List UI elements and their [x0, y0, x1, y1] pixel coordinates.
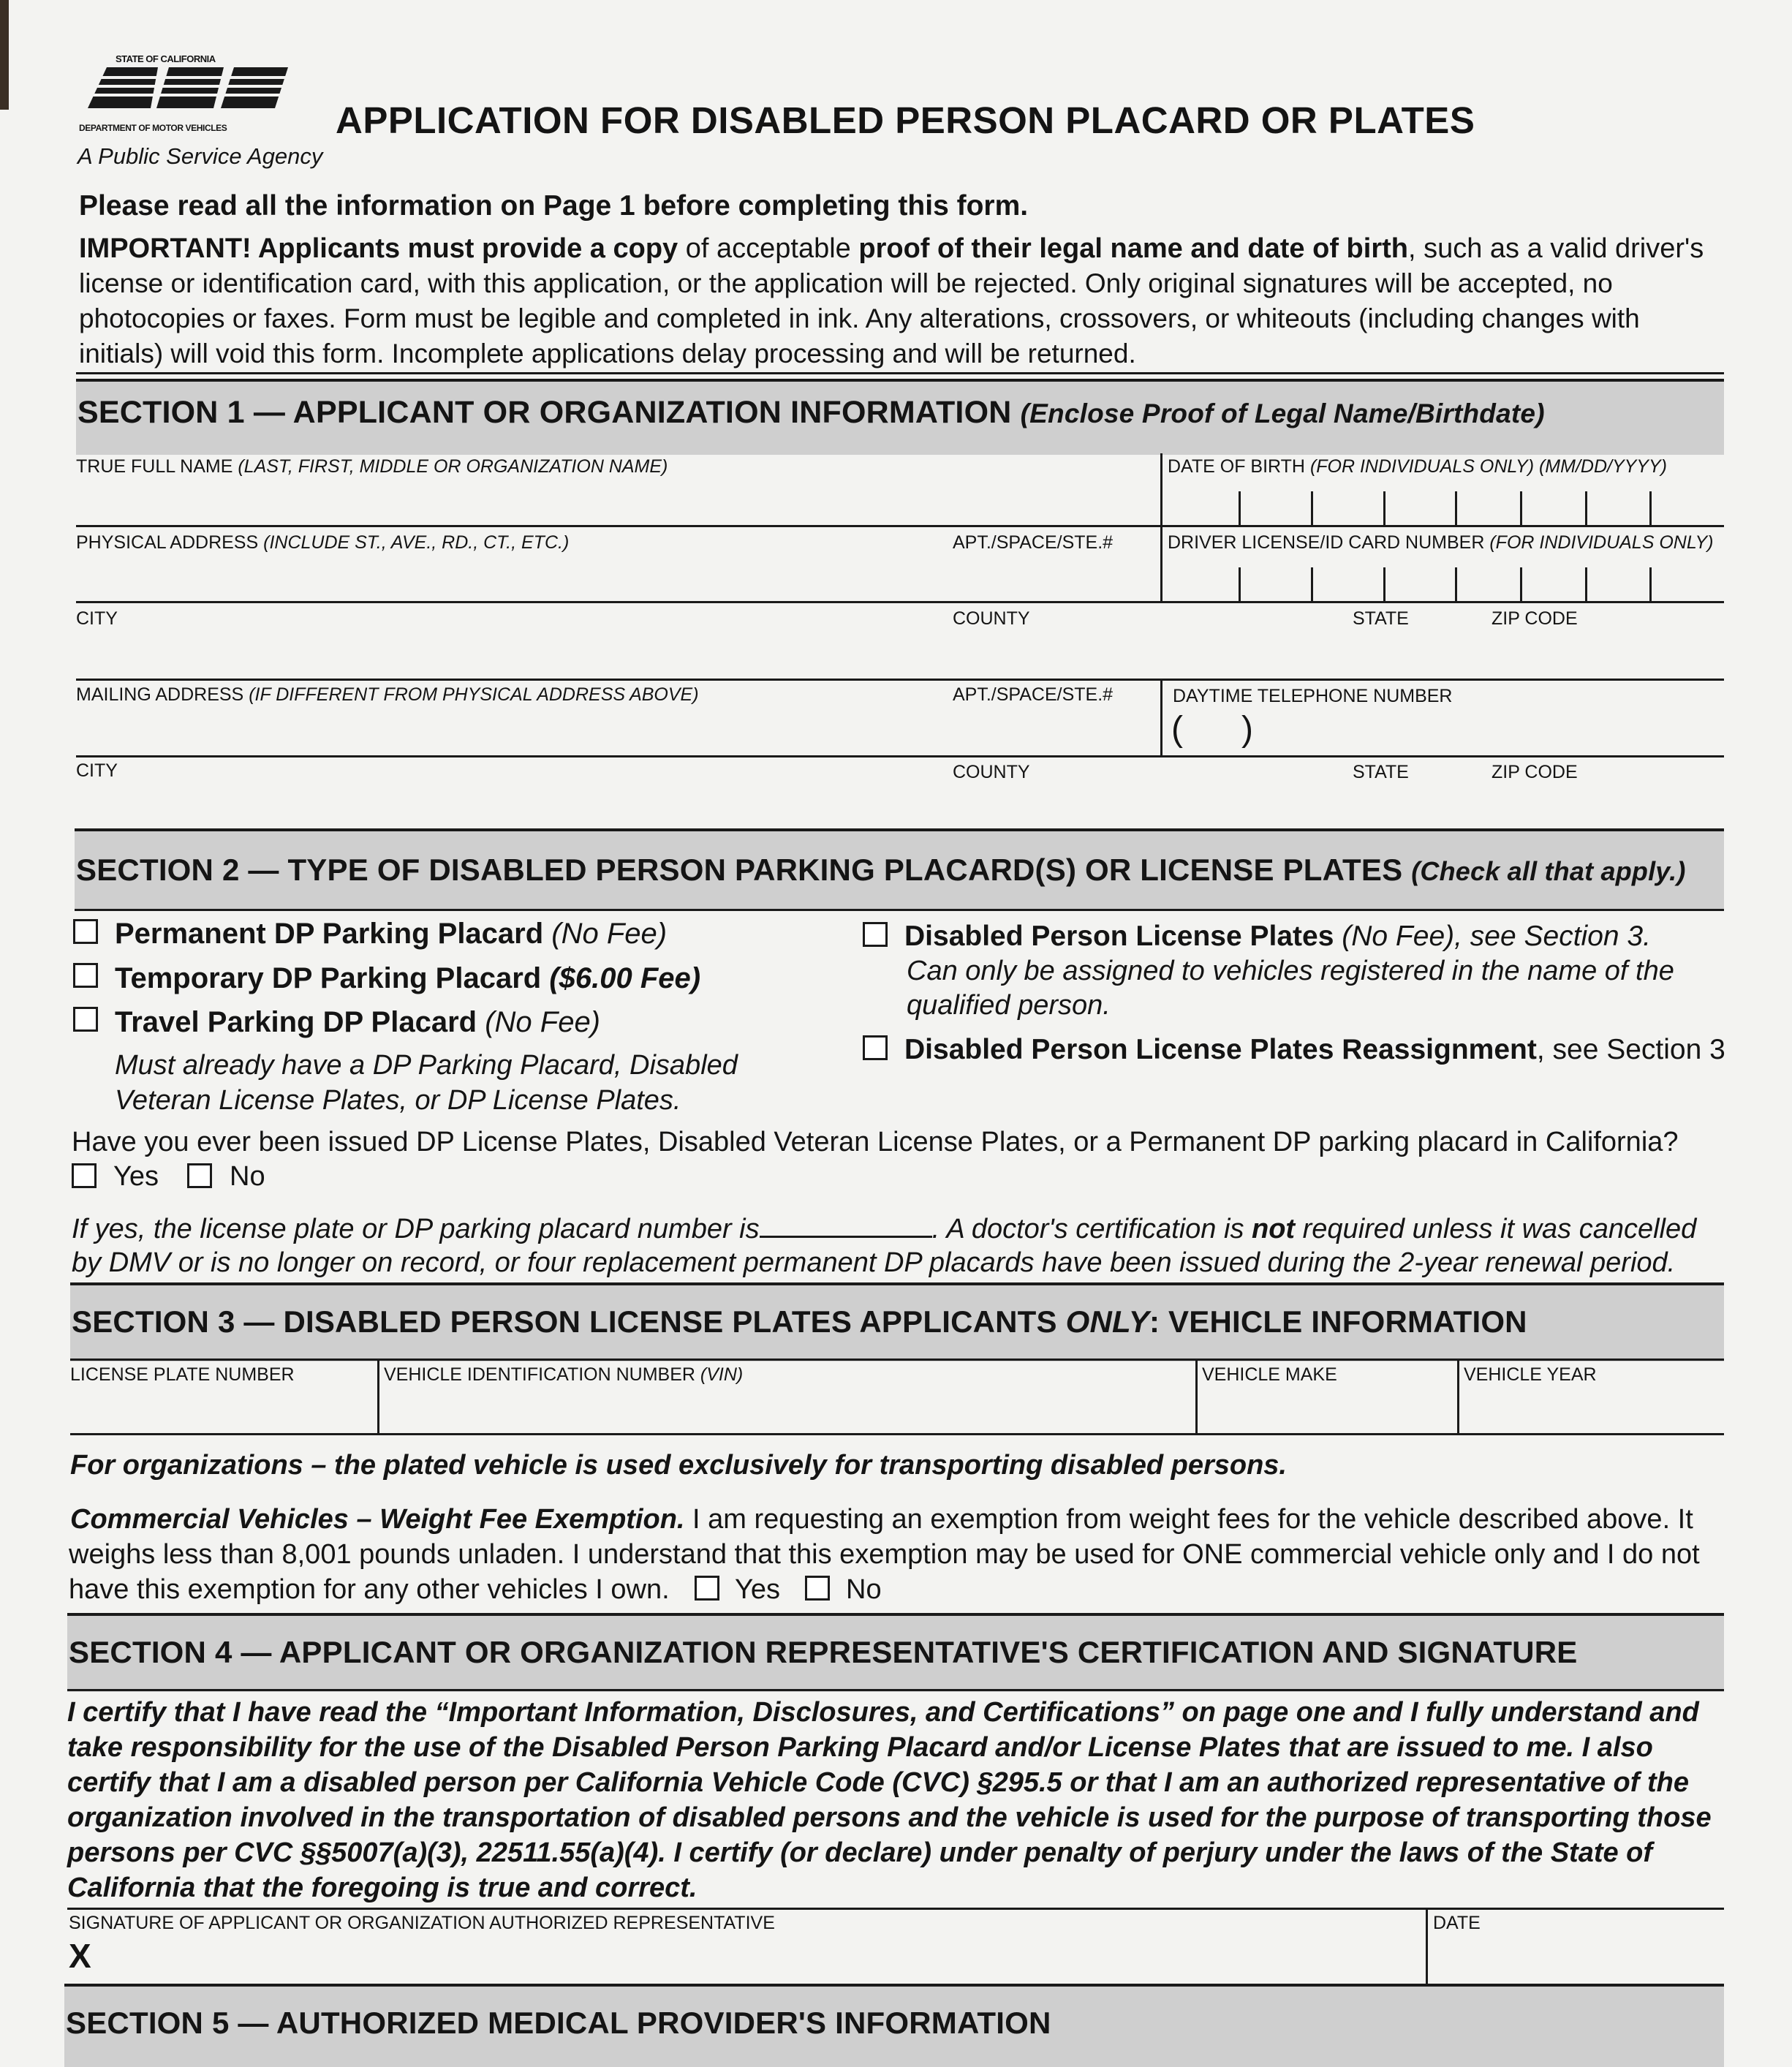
column-divider — [1426, 1908, 1428, 1985]
true-name-label — [76, 456, 668, 477]
commercial-line2: weighs less than 8,001 pounds unladen. I understand that this exemption may be used for ONE commercial vehicle only and I do not — [69, 1539, 1700, 1570]
placard-number-blank[interactable] — [760, 1212, 932, 1238]
rule — [67, 1908, 1724, 1910]
intro-line3: photocopies or faxes. Form must be legible and completed in ink. Any alterations, crossovers, or whiteouts (including changes with — [79, 303, 1640, 333]
rule — [76, 755, 1724, 757]
county2-field[interactable] — [950, 784, 1345, 820]
weight-exemption-yes-label: Yes — [735, 1574, 780, 1605]
if-yes-line2: by DMV or is no longer on record, or four replacement permanent DP placards have been issued during the 2-year renewal period. — [72, 1247, 1676, 1278]
dob-tick — [1585, 491, 1587, 525]
dl-tick — [1239, 567, 1241, 601]
travel-placard-note: (No Fee) — [477, 1006, 601, 1038]
dob-label-text: DATE OF BIRTH — [1168, 456, 1305, 477]
travel-placard-sub2: Veteran License Plates, or DP License Plates. — [115, 1085, 681, 1116]
true-name-label-note: (LAST, FIRST, MIDDLE OR ORGANIZATION NAME) — [238, 456, 668, 477]
column-divider — [377, 1360, 379, 1433]
county-label: COUNTY — [953, 608, 1030, 629]
apt-field[interactable] — [950, 556, 1159, 597]
if-yes-text-b: . A doctor's certification is — [931, 1214, 1252, 1244]
header-dept: DEPARTMENT OF MOTOR VEHICLES — [79, 123, 227, 133]
physical-address-field[interactable] — [76, 556, 939, 597]
phone-field[interactable] — [1243, 708, 1722, 749]
state2-label: STATE — [1353, 762, 1409, 782]
if-yes-text-c: required unless it was cancelled — [1295, 1214, 1697, 1244]
city2-label: CITY — [76, 760, 118, 781]
permanent-placard-label — [115, 918, 667, 951]
section2-title-note: (Check all that apply.) — [1411, 856, 1686, 886]
city-label: CITY — [76, 608, 118, 629]
intro-important: IMPORTANT! Applicants must provide a copy — [79, 233, 678, 264]
rule — [76, 679, 1724, 681]
if-yes-not: not — [1252, 1214, 1296, 1244]
section2-title-text: SECTION 2 — TYPE OF DISABLED PERSON PARKING PLACARD(S) OR LICENSE PLATES — [76, 853, 1403, 887]
zip-field[interactable] — [1488, 632, 1722, 673]
zip2-label: ZIP CODE — [1492, 762, 1578, 782]
dl-field[interactable] — [1162, 559, 1724, 600]
dob-tick — [1455, 491, 1457, 525]
mailing-address-label-note: (IF DIFFERENT FROM PHYSICAL ADDRESS ABOVE) — [249, 684, 699, 705]
dob-tick — [1649, 491, 1652, 525]
rule — [67, 1689, 1724, 1691]
travel-placard-text: Travel Parking DP Placard — [115, 1006, 477, 1038]
state2-field[interactable] — [1349, 784, 1481, 820]
header-state: STATE OF CALIFORNIA — [116, 53, 216, 64]
dp-plates-text: Disabled Person License Plates — [904, 921, 1334, 952]
dl-label-note: (FOR INDIVIDUALS ONLY) — [1489, 532, 1714, 553]
section4-title: SECTION 4 — APPLICANT OR ORGANIZATION REPRESENTATIVE'S CERTIFICATION AND SIGNATURE — [69, 1635, 1578, 1669]
dp-plates-reassign-label — [904, 1034, 1725, 1066]
dp-plates-reassign-text: Disabled Person License Plates Reassignment — [904, 1034, 1537, 1065]
physical-address-label-text: PHYSICAL ADDRESS — [76, 532, 259, 553]
intro-proof: proof of their legal name and date of birth — [858, 233, 1408, 264]
true-name-field[interactable] — [76, 479, 1157, 521]
rule — [76, 372, 1724, 374]
commercial-line1 — [70, 1504, 1693, 1535]
apt-label: APT./SPACE/STE.# — [953, 532, 1114, 553]
if-yes-line1 — [72, 1212, 1696, 1245]
travel-placard-checkbox[interactable] — [73, 1007, 98, 1032]
commercial-title: Commercial Vehicles – Weight Fee Exemption. — [70, 1504, 685, 1535]
dp-plates-label — [904, 921, 1651, 953]
dl-label — [1168, 532, 1713, 553]
signature-label: SIGNATURE OF APPLICANT OR ORGANIZATION AUTHORIZED REPRESENTATIVE — [69, 1913, 775, 1933]
prior-issue-question: Have you ever been issued DP License Plates, Disabled Veteran License Plates, or a Permanent DP parking placard in California? — [72, 1127, 1679, 1157]
dob-tick — [1383, 491, 1385, 525]
temporary-placard-label — [115, 962, 700, 995]
column-divider — [1160, 453, 1162, 603]
page-title: APPLICATION FOR DISABLED PERSON PLACARD OR PLATES — [336, 99, 1475, 141]
dl-tick — [1455, 567, 1457, 601]
intro-text-b: , such as a valid driver's — [1407, 233, 1704, 264]
prior-issue-yes-label: Yes — [113, 1161, 159, 1192]
section3-title-b: : VEHICLE INFORMATION — [1149, 1304, 1527, 1339]
dl-tick — [1520, 567, 1522, 601]
dl-tick — [1311, 567, 1313, 601]
dl-label-text: DRIVER LICENSE/ID CARD NUMBER — [1168, 532, 1485, 553]
certification-line: persons per CVC §§5007(a)(3), 22511.55(a)(4). I certify (or declare) under penalty of perjury under the laws of the State of — [67, 1837, 1653, 1868]
rule — [70, 1433, 1724, 1435]
dp-plates-sub2: qualified person. — [907, 990, 1111, 1021]
dp-plates-reassign-checkbox[interactable] — [863, 1035, 888, 1060]
header-agency: A Public Service Agency — [77, 143, 323, 169]
vehicle-year-field[interactable] — [1462, 1388, 1721, 1430]
vehicle-year-label: VEHICLE YEAR — [1464, 1364, 1597, 1385]
weight-exemption-yes-checkbox[interactable] — [695, 1576, 719, 1601]
column-divider — [1195, 1360, 1198, 1433]
dob-label-note: (FOR INDIVIDUALS ONLY) (MM/DD/YYYY) — [1309, 456, 1667, 477]
signature-field[interactable] — [102, 1936, 1418, 1977]
dob-tick — [1239, 491, 1241, 525]
mailing-address-field[interactable] — [76, 708, 939, 749]
vin-label — [384, 1364, 743, 1386]
section3-title-a: SECTION 3 — DISABLED PERSON LICENSE PLATES APPLICANTS — [72, 1304, 1066, 1339]
dl-tick — [1585, 567, 1587, 601]
phone-label: DAYTIME TELEPHONE NUMBER — [1173, 686, 1453, 706]
permanent-placard-note: (No Fee) — [543, 918, 668, 950]
commercial-line3: have this exemption for any other vehicles I own. — [69, 1574, 670, 1605]
intro-line4: initials) will void this form. Incomplete applications delay processing and will be returned. — [79, 339, 1136, 369]
apt2-label: APT./SPACE/STE.# — [953, 684, 1114, 705]
plate-number-field[interactable] — [70, 1388, 370, 1430]
phone-paren: ( ) — [1171, 710, 1253, 749]
dob-label — [1168, 456, 1667, 477]
rule — [76, 525, 1724, 527]
if-yes-text-a: If yes, the license plate or DP parking placard number is — [72, 1214, 760, 1244]
physical-address-label-note: (INCLUDE ST., AVE., RD., CT., ETC.) — [263, 532, 570, 553]
dp-plates-sub1: Can only be assigned to vehicles registered in the name of the — [907, 956, 1674, 986]
dob-tick — [1520, 491, 1522, 525]
mailing-address-label-text: MAILING ADDRESS — [76, 684, 244, 705]
vin-field[interactable] — [382, 1388, 1193, 1430]
certification-line: California that the foregoing is true and correct. — [67, 1873, 697, 1903]
rule — [76, 601, 1724, 603]
apt2-field[interactable] — [950, 708, 1159, 749]
travel-placard-sub1: Must already have a DP Parking Placard, Disabled — [115, 1050, 738, 1081]
dl-tick — [1383, 567, 1385, 601]
column-divider — [1457, 1360, 1459, 1433]
state-label: STATE — [1353, 608, 1409, 629]
header — [0, 0, 1792, 190]
county-field[interactable] — [950, 632, 1345, 673]
section3-title-only: ONLY — [1065, 1304, 1149, 1339]
physical-address-label — [76, 532, 569, 553]
vehicle-make-field[interactable] — [1200, 1388, 1452, 1430]
city2-field[interactable] — [76, 784, 939, 820]
city-field[interactable] — [76, 632, 939, 673]
intro-line2: license or identification card, with this application, or the application will be rejected. Only original signatures will be accepted, no — [79, 268, 1613, 298]
dob-field[interactable] — [1162, 483, 1724, 524]
section2-title — [76, 853, 1686, 888]
certification-line: certify that I am a disabled person per California Vehicle Code (CVC) §295.5 or that I am an authorized representative of the — [67, 1767, 1689, 1798]
state-field[interactable] — [1349, 632, 1481, 673]
permanent-placard-text: Permanent DP Parking Placard — [115, 918, 544, 950]
vin-label-note: (VIN) — [700, 1364, 744, 1385]
vehicle-make-label: VEHICLE MAKE — [1202, 1364, 1337, 1385]
date-label: DATE — [1433, 1913, 1481, 1933]
temporary-placard-note: ($6.00 Fee) — [541, 962, 701, 994]
organizations-note: For organizations – the plated vehicle is used exclusively for transporting disabled persons. — [70, 1450, 1287, 1481]
dp-plates-note: (No Fee), see Section 3. — [1334, 921, 1651, 952]
signature-x: X — [69, 1937, 91, 1975]
column-divider — [1160, 680, 1162, 757]
certification-line: organization involved in the transportation of disabled persons and the vehicle is used for the purpose of transporting those — [67, 1802, 1712, 1833]
temporary-placard-text: Temporary DP Parking Placard — [115, 962, 542, 994]
section1-title — [77, 395, 1545, 431]
prior-issue-yes-checkbox[interactable] — [72, 1163, 97, 1188]
dob-tick — [1311, 491, 1313, 525]
weight-exemption-no-label: No — [846, 1574, 882, 1605]
rule — [70, 1359, 1724, 1361]
prior-issue-no-label: No — [230, 1161, 265, 1192]
permanent-placard-checkbox[interactable] — [73, 919, 98, 944]
date-field[interactable] — [1432, 1936, 1721, 1977]
intro-text-a: of acceptable — [678, 233, 859, 264]
vin-label-text: VEHICLE IDENTIFICATION NUMBER — [384, 1364, 695, 1385]
certification-line: I certify that I have read the “Important Information, Disclosures, and Certifications” on page one and I fully understand and — [67, 1697, 1699, 1728]
county2-label: COUNTY — [953, 762, 1030, 782]
section3-title — [72, 1304, 1527, 1339]
certification-line: take responsibility for the use of the Disabled Person Parking Placard and/or License Plates that are issued to me. I also — [67, 1732, 1653, 1763]
weight-exemption-no-checkbox[interactable] — [805, 1576, 830, 1601]
dp-plates-checkbox[interactable] — [863, 922, 888, 947]
true-name-label-text: TRUE FULL NAME — [76, 456, 233, 477]
mailing-address-label — [76, 684, 699, 706]
section5-title: SECTION 5 — AUTHORIZED MEDICAL PROVIDER'S INFORMATION — [66, 2006, 1051, 2040]
section1-title-note: (Enclose Proof of Legal Name/Birthdate) — [1020, 398, 1545, 428]
plate-number-label: LICENSE PLATE NUMBER — [70, 1364, 295, 1385]
commercial-text-1: I am requesting an exemption from weight fees for the vehicle described above. It — [684, 1504, 1693, 1535]
rule — [75, 909, 1724, 911]
temporary-placard-checkbox[interactable] — [73, 963, 98, 988]
dp-plates-reassign-note: , see Section 3 — [1536, 1034, 1725, 1065]
zip2-field[interactable] — [1488, 784, 1722, 820]
dl-tick — [1649, 567, 1652, 601]
prior-issue-no-checkbox[interactable] — [187, 1163, 212, 1188]
read-first: Please read all the information on Page 1 before completing this form. — [79, 190, 1029, 222]
travel-placard-label — [115, 1006, 600, 1039]
zip-label: ZIP CODE — [1492, 608, 1578, 629]
intro-line1 — [79, 231, 1704, 266]
section1-title-text: SECTION 1 — APPLICANT OR ORGANIZATION INFORMATION — [77, 395, 1012, 430]
